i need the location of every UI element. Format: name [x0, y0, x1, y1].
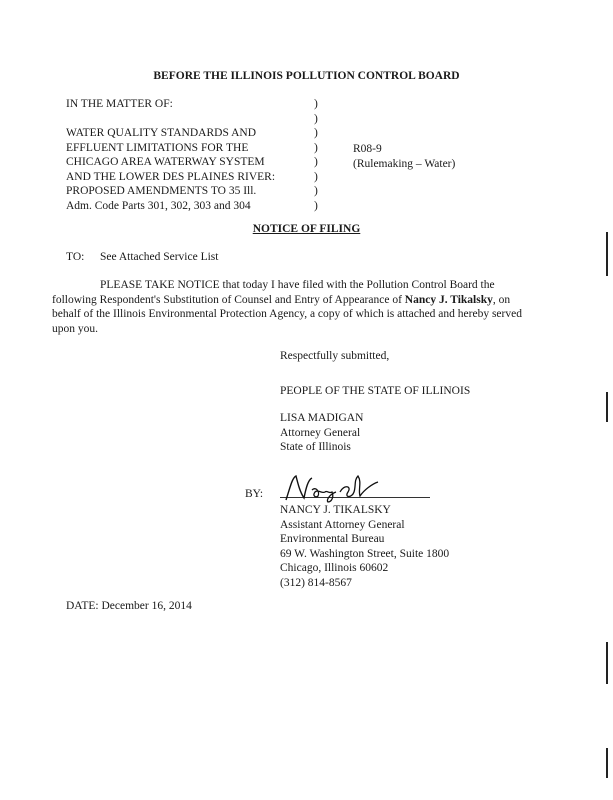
- caption-line: IN THE MATTER OF:: [66, 98, 173, 110]
- caption-line: EFFLUENT LIMITATIONS FOR THE: [66, 141, 249, 154]
- scan-edge-mark: [606, 748, 608, 778]
- caption-line: CHICAGO AREA WATERWAY SYSTEM: [66, 156, 265, 168]
- notice-body: [52, 278, 532, 336]
- caption-paren: ): [314, 199, 318, 212]
- body-text-1: PLEASE TAKE NOTICE that today I have filed with the Pollution Control Board the following Respondent's Substitution of Counsel and Entry of Appearance of: [52, 279, 495, 306]
- respectfully-submitted: Respectfully submitted,: [280, 350, 390, 362]
- handwritten-signature: [282, 470, 392, 506]
- attorney-general-name: LISA MADIGAN: [280, 412, 364, 424]
- scan-edge-mark: [606, 232, 608, 276]
- notice-heading: NOTICE OF FILING: [252, 223, 361, 235]
- caption-paren: ): [314, 141, 318, 154]
- caption-line: AND THE LOWER DES PLAINES RIVER:: [66, 170, 276, 183]
- scan-edge-mark: [606, 392, 608, 422]
- to-value: See Attached Service List: [100, 251, 219, 263]
- to-line: [66, 250, 218, 265]
- body-text-2: , on behalf of the Illinois Environmental Protection Agency, a copy of which is attached and hereby served upon you.: [52, 293, 522, 335]
- attorney-general-state: State of Illinois: [280, 441, 351, 453]
- caption-paren: ): [314, 156, 318, 168]
- signatory-bureau: Environmental Bureau: [280, 533, 385, 545]
- signatory-city: Chicago, Illinois 60602: [280, 562, 389, 574]
- scan-edge-mark: [606, 642, 608, 684]
- caption-line: [66, 112, 275, 127]
- caption-paren: ): [314, 127, 318, 139]
- caption-line: WATER QUALITY STANDARDS AND: [66, 127, 256, 139]
- appearing-attorney-name: Nancy J. Tikalsky: [404, 293, 493, 306]
- signatory-name: NANCY J. TIKALSKY: [280, 504, 391, 516]
- docket-type: (Rulemaking – Water): [353, 157, 456, 170]
- to-label: TO:: [66, 251, 85, 263]
- caption-paren: ): [314, 98, 318, 110]
- signatory-title: Assistant Attorney General: [280, 518, 405, 531]
- caption-parentheses: [314, 97, 318, 213]
- caption-paren: ): [314, 112, 318, 125]
- attorney-general-title: Attorney General: [280, 426, 361, 439]
- caption-line: Adm. Code Parts 301, 302, 303 and 304: [66, 199, 251, 212]
- docket-info: [353, 142, 455, 171]
- case-caption: [66, 97, 275, 213]
- date-line: DATE: December 16, 2014: [66, 600, 192, 612]
- signatory-block: [280, 503, 449, 590]
- caption-paren: ): [314, 170, 318, 183]
- by-label: BY:: [245, 488, 264, 500]
- caption-paren: ): [314, 185, 318, 197]
- signatory-street: 69 W. Washington Street, Suite 1800: [280, 547, 450, 560]
- document-title: BEFORE THE ILLINOIS POLLUTION CONTROL BOARD: [153, 70, 460, 82]
- docket-number: R08-9: [353, 143, 382, 155]
- caption-line: PROPOSED AMENDMENTS TO 35 Ill.: [66, 185, 257, 197]
- closing-block: [280, 349, 470, 455]
- party-name: PEOPLE OF THE STATE OF ILLINOIS: [280, 384, 471, 397]
- signatory-phone: (312) 814-8567: [280, 576, 352, 589]
